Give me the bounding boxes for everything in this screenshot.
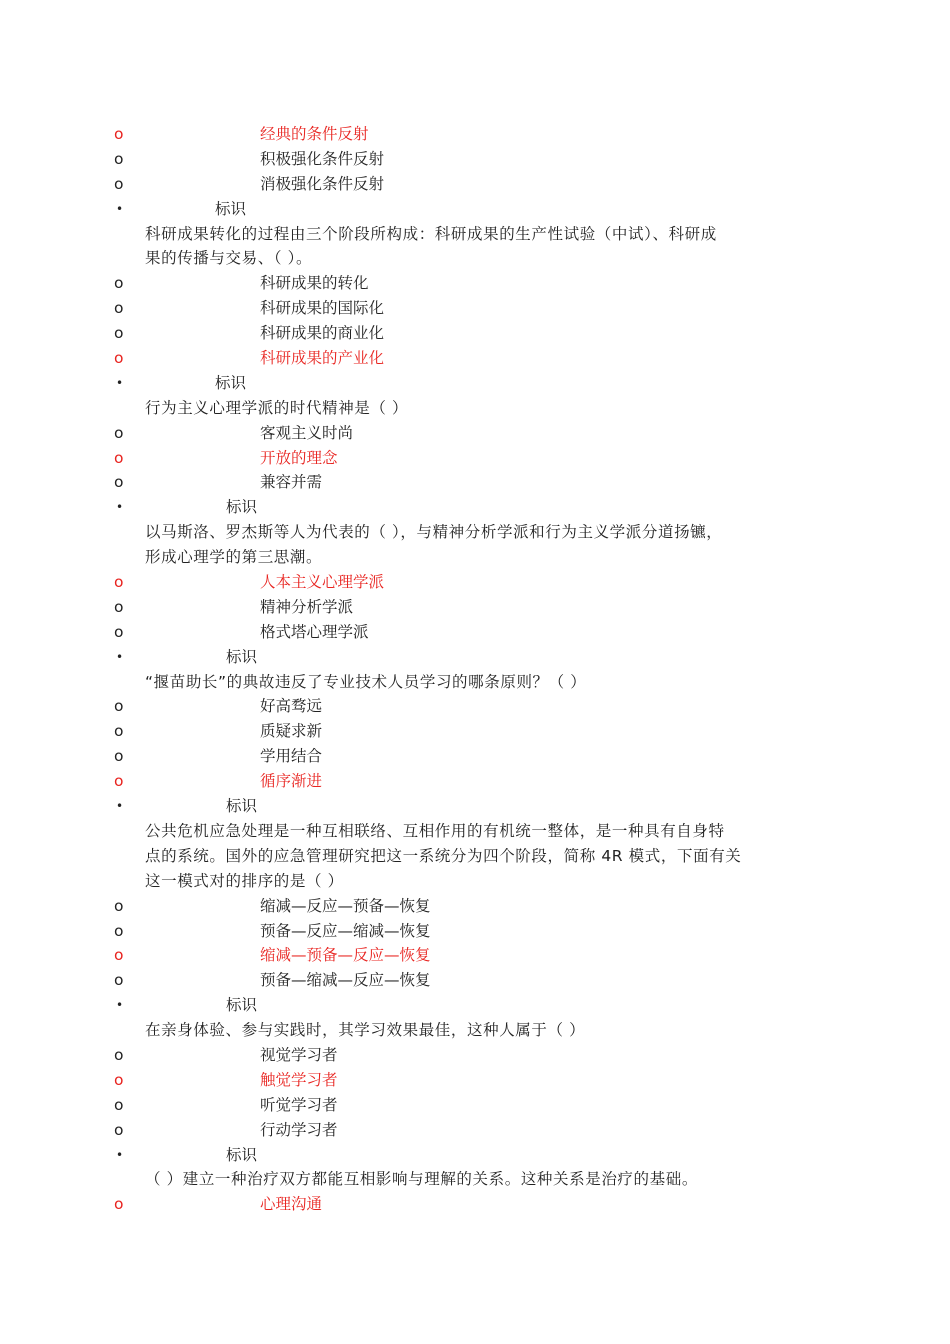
question-text: 公共危机应急处理是一种互相联络、互相作用的有机统一整体，是一种具有自身特 (145, 821, 725, 840)
answer-option[interactable] (0, 172, 950, 197)
answer-option[interactable] (0, 894, 950, 919)
option-marker: o (114, 971, 124, 990)
bullet-marker: • (116, 375, 124, 390)
question-tag-row (0, 371, 950, 396)
option-marker: o (114, 622, 124, 641)
question-tag: 标识 (215, 373, 247, 392)
option-marker: o (114, 299, 124, 318)
question-text-line (0, 819, 950, 844)
question-tag: 标识 (226, 996, 258, 1015)
bullet-marker: • (116, 500, 124, 515)
question-text-line (0, 545, 950, 570)
answer-option[interactable] (0, 1093, 950, 1118)
answer-option[interactable] (0, 769, 950, 794)
question-text: “揠苗助长”的典故违反了专业技术人员学习的哪条原则？（ ） (145, 672, 587, 691)
question-tag: 标识 (226, 1145, 258, 1164)
bullet-marker: • (116, 799, 124, 814)
option-marker: o (114, 1070, 124, 1089)
answer-option[interactable] (0, 346, 950, 371)
option-marker: o (114, 1120, 124, 1139)
option-text: 行动学习者 (260, 1120, 338, 1139)
question-text: 形成心理学的第三思潮。 (145, 548, 323, 567)
question-text-line (0, 520, 950, 545)
answer-option[interactable] (0, 570, 950, 595)
question-tag: 标识 (215, 199, 247, 218)
option-text: 听觉学习者 (260, 1095, 338, 1114)
option-text: 格式塔心理学派 (260, 622, 369, 641)
option-text: 消极强化条件反射 (260, 174, 385, 193)
question-text: （ ）建立一种治疗双方都能互相影响与理解的关系。这种关系是治疗的基础。 (145, 1170, 698, 1189)
option-marker: o (114, 573, 124, 592)
question-text-line (0, 1018, 950, 1043)
answer-option[interactable] (0, 321, 950, 346)
option-text: 触觉学习者 (260, 1070, 338, 1089)
option-marker: o (114, 747, 124, 766)
option-text: 预备—反应—缩减—恢复 (260, 921, 431, 940)
option-text: 预备—缩减—反应—恢复 (260, 971, 431, 990)
answer-option[interactable] (0, 446, 950, 471)
option-marker: o (114, 722, 124, 741)
answer-option[interactable] (0, 719, 950, 744)
option-text: 科研成果的产业化 (260, 349, 385, 368)
answer-option[interactable] (0, 271, 950, 296)
option-text: 缩减—预备—反应—恢复 (260, 946, 431, 965)
option-text: 学用结合 (260, 747, 323, 766)
question-tag-row (0, 197, 950, 222)
question-text: 科研成果转化的过程由三个阶段所构成：科研成果的生产性试验（中试）、科研成 (145, 224, 717, 243)
option-marker: o (114, 921, 124, 940)
option-text: 客观主义时尚 (260, 423, 354, 442)
answer-option[interactable] (0, 943, 950, 968)
question-text-line (0, 222, 950, 247)
question-tag: 标识 (226, 647, 258, 666)
option-marker: o (114, 946, 124, 965)
question-text: 行为主义心理学派的时代精神是（ ） (145, 398, 409, 417)
question-tag-row (0, 645, 950, 670)
question-tag-row (0, 993, 950, 1018)
option-marker: o (114, 274, 124, 293)
option-marker: o (114, 896, 124, 915)
question-tag: 标识 (226, 498, 258, 517)
option-marker: o (114, 1095, 124, 1114)
answer-option[interactable] (0, 421, 950, 446)
option-marker: o (114, 349, 124, 368)
option-text: 心理沟通 (260, 1195, 323, 1214)
option-marker: o (114, 423, 124, 442)
question-text-line (0, 869, 950, 894)
question-text-line (0, 844, 950, 869)
question-tag: 标识 (226, 797, 258, 816)
bullet-marker: • (116, 201, 124, 216)
answer-option[interactable] (0, 147, 950, 172)
option-marker: o (114, 1045, 124, 1064)
answer-option[interactable] (0, 919, 950, 944)
answer-option[interactable] (0, 595, 950, 620)
question-text: 这一模式对的排序的是（ ） (145, 871, 344, 890)
exam-page (0, 122, 950, 1217)
option-text: 科研成果的国际化 (260, 299, 385, 318)
bullet-marker: • (116, 998, 124, 1013)
option-text: 经典的条件反射 (260, 125, 369, 143)
question-tag-row (0, 1143, 950, 1168)
option-text: 科研成果的商业化 (260, 324, 385, 343)
answer-option[interactable] (0, 1043, 950, 1068)
option-text: 好高骛远 (260, 697, 323, 716)
answer-option[interactable] (0, 694, 950, 719)
answer-option[interactable] (0, 1192, 950, 1217)
question-tag-row (0, 495, 950, 520)
question-text: 果的传播与交易、（ ）。 (145, 249, 313, 268)
option-text: 积极强化条件反射 (260, 149, 385, 168)
option-text: 精神分析学派 (260, 597, 354, 616)
option-marker: o (114, 324, 124, 343)
answer-option[interactable] (0, 1118, 950, 1143)
question-text-line (0, 396, 950, 421)
answer-option[interactable] (0, 620, 950, 645)
bullet-marker: • (116, 1147, 124, 1162)
option-text: 开放的理念 (260, 448, 338, 467)
answer-option[interactable] (0, 1068, 950, 1093)
answer-option[interactable] (0, 470, 950, 495)
answer-option[interactable] (0, 122, 950, 147)
option-text: 人本主义心理学派 (260, 573, 385, 592)
option-marker: o (114, 125, 124, 143)
question-tag-row (0, 794, 950, 819)
question-text: 以马斯洛、罗杰斯等人为代表的（ ），与精神分析学派和行为主义学派分道扬镳， (145, 523, 723, 542)
answer-option[interactable] (0, 968, 950, 993)
option-marker: o (114, 174, 124, 193)
bullet-marker: • (116, 649, 124, 664)
question-text-line (0, 670, 950, 695)
question-text-line (0, 246, 950, 271)
option-text: 视觉学习者 (260, 1045, 338, 1064)
option-marker: o (114, 1195, 124, 1214)
option-text: 质疑求新 (260, 722, 323, 741)
question-text-line (0, 1167, 950, 1192)
question-text: 在亲身体验、参与实践时，其学习效果最佳，这种人属于（ ） (145, 1021, 586, 1040)
option-marker: o (114, 697, 124, 716)
option-text: 科研成果的转化 (260, 274, 369, 293)
option-marker: o (114, 149, 124, 168)
option-text: 缩减—反应—预备—恢复 (260, 896, 431, 915)
question-text: 点的系统。国外的应急管理研究把这一系统分为四个阶段，简称 4R 模式，下面有关 (145, 846, 742, 865)
option-marker: o (114, 597, 124, 616)
option-text: 循序渐进 (260, 772, 323, 791)
option-marker: o (114, 772, 124, 791)
option-marker: o (114, 448, 124, 467)
option-marker: o (114, 473, 124, 492)
option-text: 兼容并需 (260, 473, 323, 492)
answer-option[interactable] (0, 296, 950, 321)
answer-option[interactable] (0, 744, 950, 769)
